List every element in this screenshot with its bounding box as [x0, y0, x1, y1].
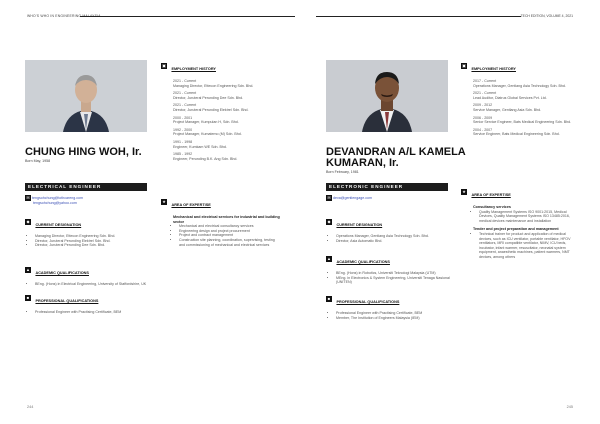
list-item: • BEng. (Hons) in Electrical Engineering, University of Staffordshire, UK: [35, 282, 150, 287]
page-number: 245: [566, 405, 573, 409]
list-item: • Quality Management Systems ISO 9001:2015, Medical Devices, Quality Management Systems ISO 13485:2016, medical devices maintenance and installation: [479, 210, 576, 224]
briefcase-icon: ▣: [462, 62, 466, 68]
academic-section: [25, 261, 150, 287]
section-title: EMPLOYMENT HISTORY: [171, 67, 216, 71]
list-item: • Operations Manager, Gentlang Asia Technology Sdn. Bhd.: [336, 234, 451, 239]
section-title: PROFESSIONAL QUALIFICATIONS: [35, 299, 99, 303]
employment-section: [161, 57, 281, 161]
section-title: CURRENT DESIGNATION: [35, 223, 82, 227]
academic-section: [326, 250, 451, 285]
list-item: • Director, Juruteral Perunding Dee Sdn. Bhd.: [35, 243, 150, 248]
section-title: EMPLOYMENT HISTORY: [471, 67, 516, 71]
employment-entry: 1992 - 2000 Project Manager, Kumatemo (M) Sdn. Bhd.: [173, 127, 242, 137]
professional-section: [25, 289, 150, 315]
expertise-heading: Tender and project preparation and management: [473, 227, 559, 232]
employment-entry: 2021 - Current Managing Director, Ettecon Engineering Sdn. Bhd.: [173, 79, 254, 88]
email-link[interactable]: tengsohchung@tothcareng.com: [32, 195, 83, 200]
contact-block: [326, 195, 451, 201]
header-rule-left: [80, 16, 295, 17]
employment-entry: 2021 - Current Lead Auditor, Diatrus Global Services Pvt. Ltd.: [473, 91, 547, 100]
list-item: • Professional Engineer with Practising Certificate, BEM: [35, 310, 150, 315]
running-header-left: WHO'S WHO IN ENGINEERING MALAYSIA: [27, 14, 101, 18]
section-title: PROFESSIONAL QUALIFICATIONS: [336, 300, 400, 304]
employment-entry: 1985 - 1992 Engineer, Perunding B.K. Ang Sdn. Bhd.: [173, 152, 238, 161]
graduation-cap-icon: ▲: [26, 266, 30, 272]
email-icon: ✉: [26, 195, 30, 200]
list-item: • Project and contract management: [179, 233, 281, 238]
lightbulb-icon: ★: [462, 188, 466, 194]
birth-date: Born May, 1958: [25, 159, 51, 163]
role-banner: ELECTRICAL ENGINEER: [25, 183, 147, 191]
employment-entry: 2006 - 2009 Senior Service Engineer, Bats Medical Engineering Sdn. Bhd.: [473, 115, 572, 125]
profile-name: CHUNG HING WOH, Ir.: [25, 146, 142, 158]
expertise-heading: Consultancy services: [473, 205, 511, 209]
current-designation-section: [326, 213, 451, 243]
list-item: • Mechanical and electrical consultancy services: [179, 224, 281, 229]
briefcase-icon: ▣: [162, 62, 166, 68]
employment-entry: 2021 - Current Director, Juruteral Perunding Dee Sdn. Bhd.: [173, 91, 244, 100]
employment-entry: 2000 - 2001 Project Manager, Kumpulan H, Sdn. Bhd.: [173, 115, 239, 125]
employment-entry: 2021 - Current Director, Juruteral Perunding Elektrel Sdn. Bhd.: [173, 103, 249, 112]
section-title: CURRENT DESIGNATION: [336, 223, 383, 227]
expertise-section: [161, 193, 281, 247]
section-title: AREA OF EXPERTISE: [471, 193, 511, 197]
professional-section: [326, 290, 451, 320]
list-item: • Director, Juruteral Perunding Elektrel Sdn. Bhd.: [35, 239, 150, 244]
expertise-section: [461, 183, 576, 260]
email-icon: ✉: [327, 195, 331, 200]
page-number: 244: [27, 405, 34, 409]
list-item: • MEng. in Electronics & System Engineering, Universiti Tenaga Nasional (UNITEN): [336, 276, 451, 285]
employment-entry: 2009 - 2012 Service Manager, Gentlang Asia Sdn. Bhd.: [473, 103, 542, 112]
profile-name-line1: DEVANDRAN A/L KAMELA: [326, 146, 466, 158]
employment-entry: 2017 - Current Operations Manager, Gentlang Asia Technology Sdn. Bhd.: [473, 79, 566, 88]
certificate-icon: ■: [26, 294, 30, 300]
current-designation-section: [25, 213, 150, 248]
contact-block: [25, 195, 150, 206]
list-item: • Managing Director, Ettecon Engineering Sdn. Bhd.: [35, 234, 150, 239]
section-title: AREA OF EXPERTISE: [171, 203, 211, 207]
badge-icon: ◆: [26, 218, 30, 224]
profile-photo: [326, 60, 448, 132]
profile-photo: [25, 60, 147, 132]
running-header-right: TECH EDITION, VOLUME 4, 2021: [520, 14, 573, 18]
employment-entry: 1991 - 1998 Engineer, Kumkam WE Sdn. Bhd.: [173, 139, 227, 149]
list-item: • Technical trainer for product and application of medical devices, such as ICU ventilator, portable ventilator, HFOV ventilators, MRI compatible ventilator, NIMV, ICU beds, incubator, infant warmer, resuscitator, neonatal system equipment, anaesthetic machines, patient warmers, NMT devices, among others: [479, 232, 576, 260]
header-rule-right: [316, 16, 521, 17]
list-item: • Professional Engineer with Practising Certificate, BEM: [336, 311, 451, 316]
profile-name-line2: KUMARAN, Ir.: [326, 157, 399, 169]
section-title: ACADEMIC QUALIFICATIONS: [35, 271, 89, 275]
list-item: • Construction site planning, coordination, supervising, testing and commissioning of mechanical and electrical services: [179, 238, 281, 247]
employment-section: [461, 57, 576, 137]
list-item: • Engineering design and project procurement: [179, 229, 281, 234]
role-banner: ELECTRONIC ENGINEER: [326, 183, 448, 191]
birth-date: Born February, 1981: [326, 170, 359, 174]
lightbulb-icon: ★: [162, 198, 166, 204]
section-title: ACADEMIC QUALIFICATIONS: [336, 260, 390, 264]
badge-icon: ◆: [327, 218, 331, 224]
email-link[interactable]: deva@gentlengage.com: [333, 195, 373, 200]
list-item: • Member, The Institution of Engineers Malaysia (IEM): [336, 316, 451, 321]
list-item: • Director, Asia Automatic Bhd.: [336, 239, 451, 244]
certificate-icon: ■: [327, 295, 331, 301]
list-item: • BEng. (Hons) in Robotics, Universiti Teknologi Malaysia (UTM): [336, 271, 451, 276]
email-link[interactable]: tengsohchung@yahoo.com: [33, 201, 77, 205]
expertise-heading: Mechanical and electrical services for industrial and building sector: [173, 215, 280, 224]
graduation-cap-icon: ▲: [327, 255, 331, 261]
employment-entry: 2004 - 2007 Service Engineer, Bats Medical Engineering Sdn. Bhd.: [473, 127, 560, 137]
